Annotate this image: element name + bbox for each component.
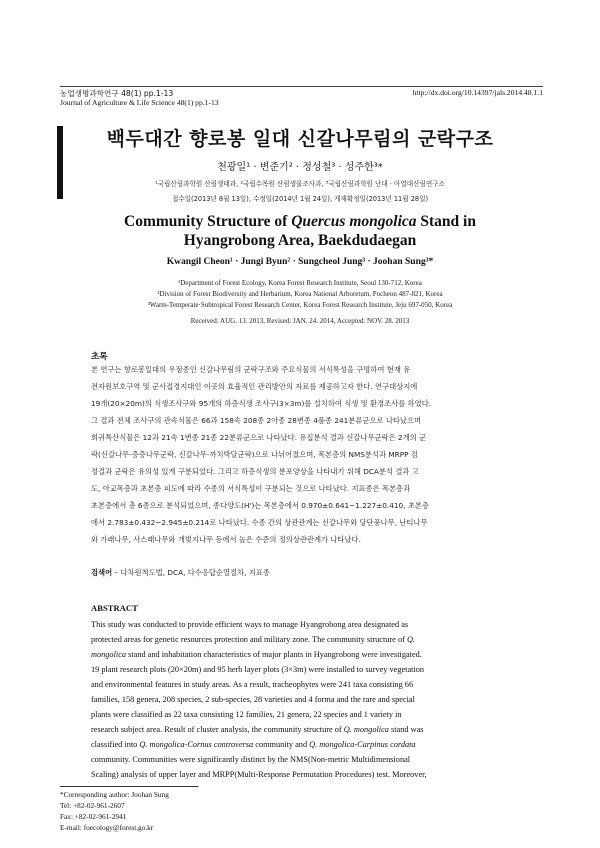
title-english-line-2: Hyangrobong Area, Baekdudaegan	[183, 232, 417, 249]
abstract-ko-line: 와 가래나무, 사스래나무와 개벚지나무 등에서 높은 수준의 정의상관관계가 나타났다.	[91, 535, 361, 544]
abstract-ko-heading: 초록	[91, 352, 108, 362]
abstract-en-text: community and	[253, 740, 310, 749]
abstract-ko-line: 전자원보호구역 및 군사접경지대인 이곳의 효율적인 관리방안의 자료를 제공하고자 한다. 연구대상지에	[91, 382, 418, 391]
abstract-ko-line: 본 연구는 향로봉일대의 우점종인 신갈나무림의 군락구조와 주요식물의 서식특성을 구명하여 현재 유	[91, 365, 411, 374]
title-en-part-c: Stand in	[416, 213, 476, 230]
keywords-text: – 다차원척도법, DCA, 다수응답순열절차, 지표종	[112, 568, 270, 577]
abstract-ko-line: 그 결과 전체 조사구의 관속식물은 66과 158속 208종 2아종 28변종 4품종 241분류군으로 나타났으며	[91, 416, 422, 425]
authors-korean: 천광일¹ · 변준기² · 정성철³ · 성주한³*	[217, 162, 383, 173]
abstract-en-species: Q.	[406, 635, 416, 644]
abstract-en-species: Q. mongolica	[343, 725, 389, 734]
abstract-en-line	[91, 725, 424, 734]
journal-name-en: Journal of Agriculture & Life Science 48(1) pp.1-13	[60, 98, 219, 107]
abstract-en-heading: ABSTRACT	[91, 603, 138, 613]
abstract-en-line: families, 158 genera, 208 species, 2 sub-species, 28 varieties and 4 forma and the rare and special	[91, 695, 415, 704]
title-english-line-1	[0, 213, 600, 231]
abstract-en-line	[91, 650, 422, 659]
affiliations-korean: ¹국립산림과학원 산림생태과, ²국립수목원 산림생물조사과, ³국립산림과학원 난대 · 아열대산림연구소	[154, 180, 446, 188]
authors-english: Kwangil Cheon¹ · Jungi Byun² · Sungcheol Jung³ · Joohan Sung³*	[166, 257, 434, 267]
abstract-en-line: community. Communities were significantly distinct by the NMS(Non-metric Multidimensional	[91, 755, 411, 764]
title-korean: 백두대간 향로봉 일대 신갈나무림의 군락구조	[106, 128, 494, 150]
doi-link[interactable]: http://dx.doi.org/10.14397/jals.2014.48.1.1	[412, 88, 543, 97]
abstract-ko-line: 정결과 군락은 유의성 있게 구분되었다. 그리고 하층식생의 분포양상을 나타내기 위해 DCA분석 결과 고	[91, 467, 419, 476]
abstract-en-species: Q. mongolica-Carpinus cordata	[309, 740, 416, 749]
affiliation-english-1: ¹Department of Forest Ecology, Korea Forest Research Institute, Seoul 130-712, Korea	[178, 279, 422, 287]
abstract-ko-line: 19개(20×20m)의 식생조사구와 95개의 하층식생 조사구(3×3m)를 설치하여 식생 및 환경조사를 하였다.	[91, 399, 432, 408]
abstract-en-text: stand and inhabitation characteristics of major plants in Hyangrobong were investigated.	[126, 650, 422, 659]
abstract-en-line	[91, 635, 415, 644]
footnote-email[interactable]: E-mail: foecology@forest.go.kr	[60, 823, 154, 832]
journal-name-ko: 농업생명과학연구 48(1) pp.1-13	[60, 89, 174, 98]
keywords-label: 검색어	[91, 568, 113, 577]
affiliation-english-2: ²Division of Forest Biodiversity and Herbarium, Korea National Arboretum, Pocheon 487-821, Korea	[157, 290, 443, 298]
abstract-ko-line: 에서 2.783±0.432~2.945±0.214로 나타났다. 수종 간의 상관관계는 신갈나무와 당단풍나무, 난티나무	[91, 518, 428, 527]
abstract-ko-line: 락(신갈나무-층층나무군락, 신갈나무-까치박달군락)으로 나뉘어졌으며, 목본층의 NMS분석과 MRPP 검	[91, 450, 418, 459]
abstract-en-line: 19 plant research plots (20×20m) and 95 herb layer plots (3×3m) were installed to survey vegetation	[91, 665, 425, 674]
abstract-en-text: protected areas for genetic resources protection and military zone. The community structure of	[91, 635, 407, 644]
abstract-en-species: mongolica	[91, 650, 127, 659]
abstract-en-line: plants were classified as 22 taxa consisting 12 families, 21 genera, 22 species and 1 variety in	[91, 710, 402, 719]
abstract-en-line: Scaling) analysis of upper layer and MRPP(Multi-Response Permutation Procedures) test. Moreover,	[91, 770, 427, 779]
received-dates: Received: AUG. 13. 2013, Revised: JAN. 24. 2014, Accepted: NOV. 28. 2013	[190, 317, 410, 325]
affiliation-english-3: ³Warm-Temperate·Subtropical Forest Research Center, Korea Forest Research Institute, Jeju 697-050, Korea	[147, 301, 453, 309]
keywords-ko	[91, 568, 270, 578]
abstract-ko-line: 도, 아교목층과 초본층 피도에 따라 수종의 서식특성이 구분되는 것으로 나타났다. 지표종은 목본층과	[91, 484, 411, 493]
abstract-ko-line: 초본층에서 총 6종으로 분석되었으며, 종다양도(H')는 목본층에서 0.970±0.641~1.227±0.410, 초본층	[91, 501, 429, 510]
abstract-en-line	[91, 740, 416, 749]
footnote-tel: Tel: +82-02-961-2607	[60, 801, 125, 810]
abstract-en-text: classified into	[91, 740, 140, 749]
abstract-en-line: and environmental features in study areas. As a result, tracheophytes were 241 taxa consisting 66	[91, 680, 414, 689]
abstract-en-species: Q. mongolica-Cornus controversa	[139, 740, 254, 749]
footnote-rule	[60, 786, 198, 787]
title-en-species: Quercus mongolica	[291, 213, 417, 230]
footnote-corresponding: *Corresponding author: Joohan Sung	[60, 790, 169, 799]
title-en-part-a: Community Structure of	[124, 213, 292, 230]
dates-korean: 접수일(2013년 8월 13일), 수정일(2014년 1월 24일), 게재확정일(2013년 11월 28일)	[171, 195, 429, 203]
abstract-ko-line: 희귀특산식물은 12과 21속 1변종 21종 22분류군으로 나타났다. 유집분석 결과 신갈나무군락은 2개의 군	[91, 433, 427, 442]
abstract-en-text: research subject area. Result of cluster analysis, the community structure of	[91, 725, 344, 734]
header-rule	[60, 86, 543, 87]
abstract-en-text: stand was	[388, 725, 424, 734]
abstract-en-line: This study was conducted to provide efficient ways to manage Hyangrobong area designated as	[91, 620, 409, 629]
footnote-fax: Fax: +82-02-961-2941	[60, 812, 127, 821]
